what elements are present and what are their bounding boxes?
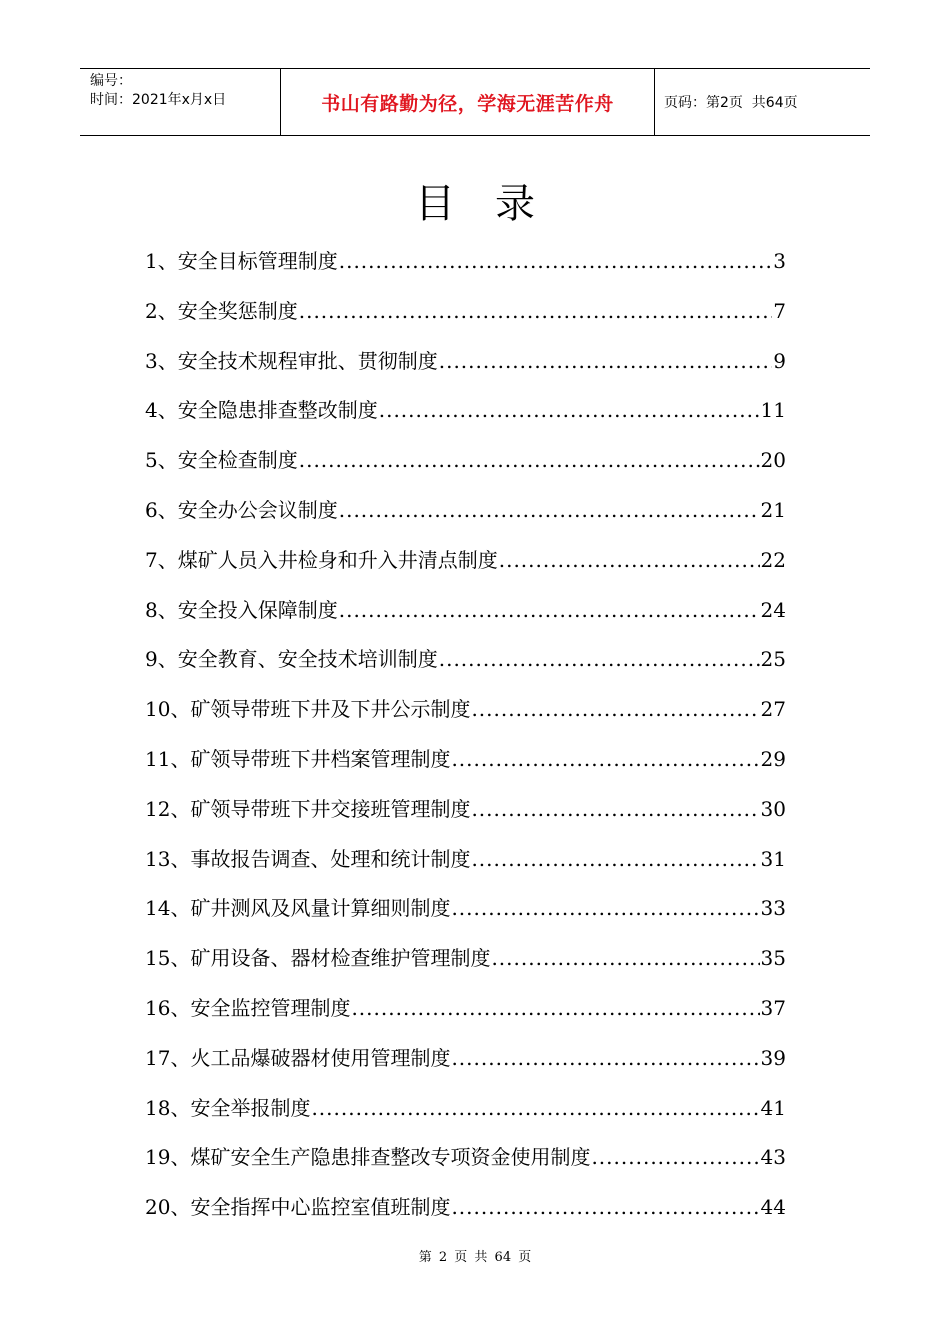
toc-entry[interactable] bbox=[145, 245, 786, 295]
page-title: 目录 bbox=[415, 181, 575, 227]
toc-entry[interactable] bbox=[145, 295, 786, 345]
toc-entry-label: 19、煤矿安全生产隐患排查整改专项资金使用制度 bbox=[145, 1145, 591, 1170]
toc-dot-leader bbox=[451, 1046, 759, 1070]
toc-dot-leader bbox=[439, 647, 760, 671]
toc-dot-leader bbox=[351, 996, 759, 1020]
toc-entry-page: 21 bbox=[760, 497, 786, 522]
toc-entry-page: 11 bbox=[760, 398, 786, 423]
toc-entry-page: 25 bbox=[760, 647, 786, 672]
toc-entry-label: 4、安全隐患排查整改制度 bbox=[145, 398, 378, 423]
toc-entry[interactable] bbox=[145, 843, 786, 893]
toc-entry-label: 8、安全投入保障制度 bbox=[145, 597, 338, 622]
toc-entry[interactable] bbox=[145, 544, 786, 594]
toc-dot-leader bbox=[591, 1145, 759, 1169]
header-motto: 书山有路勤为径，学海无涯苦作舟 bbox=[281, 69, 655, 135]
page-info-text: 页码：第2页 共64页 bbox=[664, 95, 798, 111]
toc-entry-page: 41 bbox=[760, 1095, 786, 1120]
toc-entry-page: 3 bbox=[773, 249, 786, 273]
toc-entry[interactable] bbox=[145, 992, 786, 1042]
toc-entry[interactable] bbox=[145, 793, 786, 843]
toc-dot-leader bbox=[451, 1195, 759, 1219]
toc-entry-label: 10、矿领导带班下井及下井公示制度 bbox=[145, 697, 471, 722]
toc-entry-page: 39 bbox=[760, 1045, 786, 1070]
toc-dot-leader bbox=[339, 498, 760, 522]
toc-dot-leader bbox=[491, 946, 759, 970]
toc-entry[interactable] bbox=[145, 743, 786, 793]
toc-dot-leader bbox=[499, 548, 760, 572]
toc-dot-leader bbox=[339, 249, 773, 273]
toc-entry[interactable] bbox=[145, 693, 786, 743]
toc-entry-label: 7、煤矿人员入井检身和升入井清点制度 bbox=[145, 547, 498, 572]
toc-dot-leader bbox=[471, 697, 759, 721]
toc-dot-leader bbox=[471, 797, 759, 821]
toc-entry[interactable] bbox=[145, 1092, 786, 1142]
toc-dot-leader bbox=[471, 847, 759, 871]
toc-entry-page: 27 bbox=[760, 697, 786, 722]
toc-entry-label: 11、矿领导带班下井档案管理制度 bbox=[145, 746, 451, 771]
table-of-contents bbox=[145, 245, 786, 1241]
toc-dot-leader bbox=[451, 747, 759, 771]
toc-entry-page: 7 bbox=[773, 298, 786, 323]
toc-entry[interactable] bbox=[145, 942, 786, 992]
toc-entry-label: 18、安全举报制度 bbox=[145, 1095, 311, 1120]
toc-entry-page: 33 bbox=[760, 896, 786, 921]
toc-dot-leader bbox=[299, 299, 773, 323]
toc-entry-label: 2、安全奖惩制度 bbox=[145, 298, 298, 323]
toc-entry-page: 37 bbox=[760, 995, 786, 1020]
toc-dot-leader bbox=[451, 896, 759, 920]
page-footer: 第 2 页 共 64 页 bbox=[418, 1250, 532, 1265]
toc-entry[interactable] bbox=[145, 594, 786, 644]
toc-entry[interactable] bbox=[145, 1042, 786, 1092]
toc-entry-label: 9、安全教育、安全技术培训制度 bbox=[145, 647, 438, 672]
toc-entry-label: 12、矿领导带班下井交接班管理制度 bbox=[145, 796, 471, 821]
toc-entry[interactable] bbox=[145, 494, 786, 544]
toc-entry[interactable] bbox=[145, 643, 786, 693]
toc-dot-leader bbox=[299, 448, 760, 472]
toc-entry-label: 16、安全监控管理制度 bbox=[145, 995, 351, 1020]
toc-entry[interactable] bbox=[145, 892, 786, 942]
toc-dot-leader bbox=[339, 598, 760, 622]
toc-entry-page: 24 bbox=[760, 597, 786, 622]
toc-entry-label: 1、安全目标管理制度 bbox=[145, 249, 338, 273]
toc-entry-label: 5、安全检查制度 bbox=[145, 448, 298, 473]
toc-entry-page: 31 bbox=[760, 846, 786, 871]
toc-entry-page: 43 bbox=[760, 1145, 786, 1170]
toc-entry-page: 22 bbox=[760, 547, 786, 572]
toc-entry-page: 44 bbox=[760, 1195, 786, 1220]
toc-entry[interactable] bbox=[145, 1141, 786, 1191]
toc-dot-leader bbox=[379, 398, 760, 422]
header-page-info bbox=[655, 69, 870, 135]
toc-entry-label: 3、安全技术规程审批、贯彻制度 bbox=[145, 348, 438, 373]
toc-entry-page: 35 bbox=[760, 946, 786, 971]
serial-label: 编号： bbox=[90, 73, 132, 89]
header-meta bbox=[80, 69, 281, 135]
toc-entry-label: 6、安全办公会议制度 bbox=[145, 497, 338, 522]
toc-entry[interactable] bbox=[145, 394, 786, 444]
toc-dot-leader bbox=[311, 1096, 759, 1120]
toc-entry-label: 17、火工品爆破器材使用管理制度 bbox=[145, 1045, 451, 1070]
time-label: 时间：2021年x月x日 bbox=[90, 92, 227, 108]
toc-entry[interactable] bbox=[145, 345, 786, 395]
toc-entry-label: 15、矿用设备、器材检查维护管理制度 bbox=[145, 946, 491, 971]
toc-entry-page: 29 bbox=[760, 746, 786, 771]
toc-entry-page: 9 bbox=[773, 348, 786, 373]
toc-entry-label: 20、安全指挥中心监控室值班制度 bbox=[145, 1195, 451, 1220]
toc-entry-page: 30 bbox=[760, 796, 786, 821]
toc-entry-label: 13、事故报告调查、处理和统计制度 bbox=[145, 846, 471, 871]
toc-entry-label: 14、矿井测风及风量计算细则制度 bbox=[145, 896, 451, 921]
toc-entry-page: 20 bbox=[760, 448, 786, 473]
toc-dot-leader bbox=[439, 349, 773, 373]
page-header bbox=[80, 68, 870, 136]
toc-entry[interactable] bbox=[145, 444, 786, 494]
toc-entry[interactable] bbox=[145, 1191, 786, 1241]
